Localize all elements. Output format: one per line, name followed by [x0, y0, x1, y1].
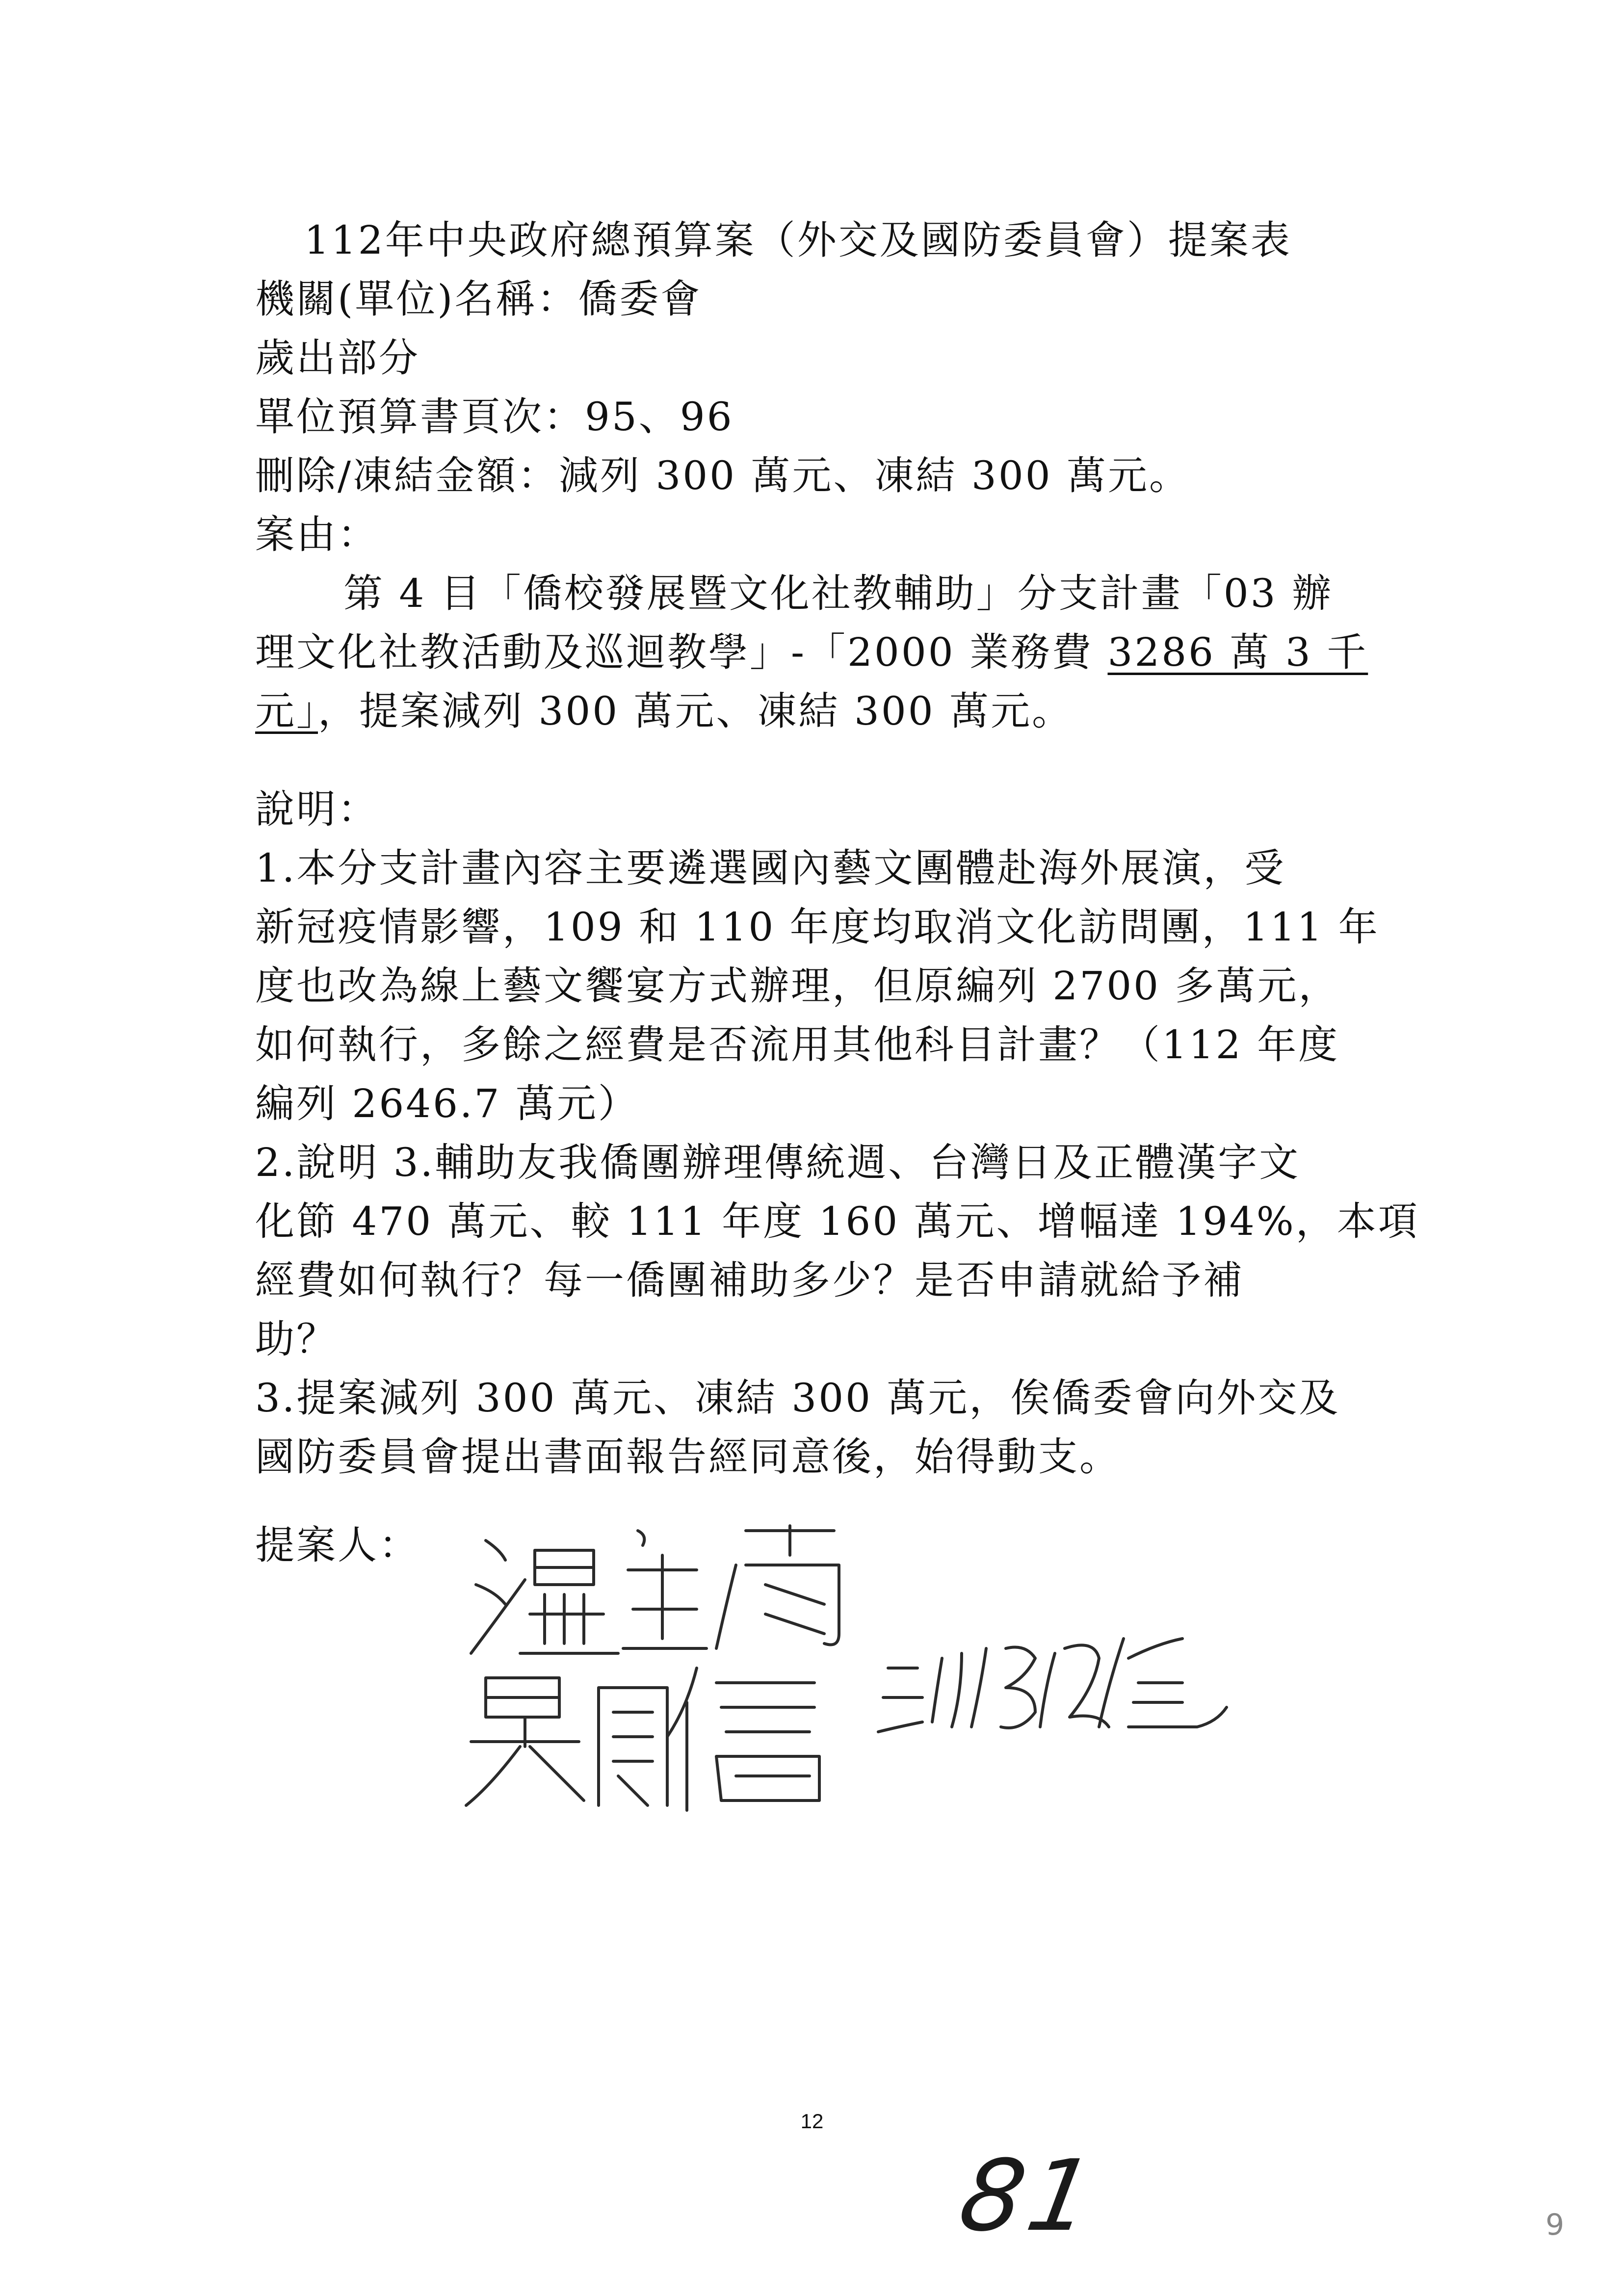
explanation-line: 度也改為線上藝文饗宴方式辦理，但原編列 2700 多萬元， [255, 963, 1340, 1009]
page-number: 12 [800, 2110, 824, 2133]
explanation-line: 1.本分支計畫內容主要遴選國內藝文團體赴海外展演，受 [255, 845, 1286, 891]
document-title: 112年中央政府總預算案（外交及國防委員會）提案表 [304, 217, 1292, 263]
explanation-line: 化節 470 萬元、較 111 年度 160 萬元、增幅達 194%，本項 [255, 1199, 1419, 1244]
reason-line-1: 第 4 目「僑校發展暨文化社教輔助」分支計畫「03 辦 [343, 571, 1333, 616]
reason-line-3-text: ，提案減列 300 萬元、凍結 300 萬元。 [318, 688, 1074, 734]
handwritten-small-mark: 9 [1545, 2208, 1565, 2242]
reason-amount-underlined-end: 元」 [255, 688, 318, 734]
reason-line-2-text: 理文化社教活動及巡迴教學」-「2000 業務費 [255, 629, 1108, 675]
explanation-line: 2.說明 3.輔助友我僑團辦理傳統週、台灣日及正體漢字文 [255, 1140, 1301, 1185]
explanation-label: 說明： [255, 786, 379, 832]
signature-2 [466, 1668, 819, 1810]
reason-amount-underlined: 3286 萬 3 千 [1107, 629, 1368, 675]
proposer-label: 提案人： [255, 1522, 420, 1568]
explanation-line: 編列 2646.7 萬元） [255, 1081, 639, 1126]
explanation-line: 國防委員會提出書面報告經同意後，始得動支。 [255, 1434, 1121, 1480]
signature-3 [878, 1639, 1227, 1732]
agency-line: 機關(單位)名稱：僑委會 [255, 276, 702, 322]
explanation-line: 新冠疫情影響，109 和 110 年度均取消文化訪問團，111 年 [255, 904, 1380, 950]
handwritten-page-number: 81 [951, 2139, 1107, 2253]
amount-line: 刪除/凍結金額：減列 300 萬元、凍結 300 萬元。 [255, 453, 1191, 498]
explanation-line: 經費如何執行？每一僑團補助多少？是否申請就給予補 [255, 1257, 1244, 1303]
explanation-line: 如何執行，多餘之經費是否流用其他科目計畫？（112 年度 [255, 1022, 1340, 1068]
explanation-line: 助？ [255, 1316, 338, 1362]
explanation-line: 3.提案減列 300 萬元、凍結 300 萬元，俟僑委會向外交及 [255, 1375, 1340, 1421]
signature-1 [471, 1526, 839, 1653]
section-line: 歲出部分 [255, 335, 420, 381]
reason-label: 案由： [255, 512, 379, 557]
pages-line: 單位預算書頁次：95、96 [255, 394, 734, 440]
